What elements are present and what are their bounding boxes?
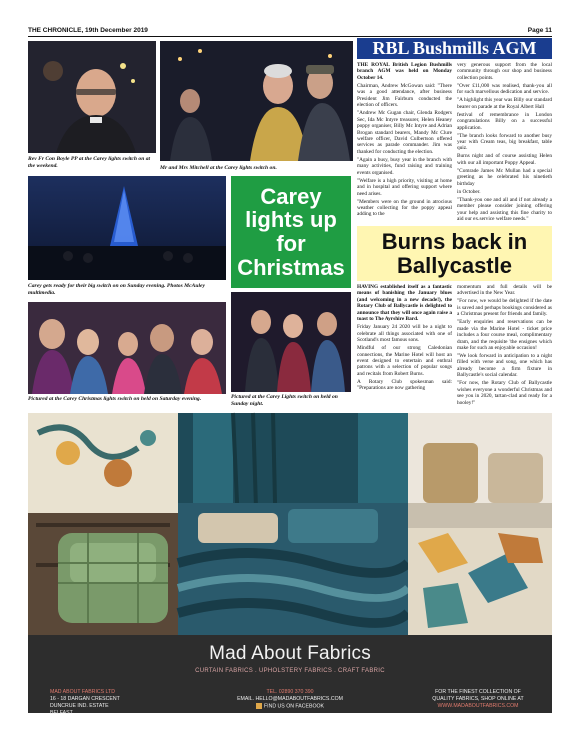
- page-header: [28, 25, 552, 37]
- rbl-paragraph: "The branch looks forward to another busy year with Cream teas, big breakfast, table quiz.: [457, 132, 552, 152]
- burns-column-1: [357, 284, 452, 409]
- carey-headline-line: Christmas: [237, 254, 345, 280]
- advert-footer-band: [28, 635, 552, 717]
- carey-headline-line: for: [276, 231, 306, 256]
- rbl-column-1: [357, 62, 452, 222]
- rbl-paragraph: "Thank-you one and all and if not already a member please consider joining offering your help and assisting this fine charity to aid our ex.service welfare needs.": [457, 196, 552, 222]
- caption-boyle: Rev Fr Con Boyle PP at the Carey lights switch on at the weekend.: [28, 156, 151, 169]
- advert-logo: Mad About Fabrics: [209, 643, 371, 664]
- rbl-paragraph: festival of remembrance in London congratulations Billy on a successful application.: [457, 111, 552, 131]
- burns-paragraph: "For now, the Rotary Club of Ballycastle wishes everyone a wonderful Christmas and see you in 2020, tartan-clad and ready for a hooley!": [457, 380, 552, 406]
- photo-sunday: [231, 292, 351, 392]
- advert-promo: [408, 689, 548, 710]
- rbl-paragraph: "Welfare is a high priority, visiting at home and in hospital and offering support where need arises.: [357, 177, 452, 197]
- advert-address-line: 16 - 18 DARGAN CRESCENT: [50, 696, 120, 703]
- photo-boyle-art: [28, 41, 156, 153]
- rbl-paragraph: "Andrew Mc Gugan chair, Glenda Rodgers Sec, Ida Mc Intyre treasurer, Helen Heaney poppy organiser, Billy Mc Intyre and Adrian Brogan standard bearers, Mandy Mc Clure welfare officer, David Culbertson offered services as parade commander. Jim was thanked for conducting the election.: [357, 110, 452, 155]
- advert-website[interactable]: WWW.MADABOUTFABRICS.COM: [437, 703, 519, 710]
- burns-paragraph: "We look forward in anticipation to a night filled with verse and song, one which has already become a firm fixture in Ballycastle's social calendar.: [457, 353, 552, 379]
- rbl-paragraph: very generous support from the local community through our shop and business collection points.: [457, 62, 552, 81]
- advert-phone: TEL. 02890 370 390: [266, 689, 314, 695]
- advert-address-line: DUNCRUE IND. ESTATE: [50, 703, 109, 710]
- photo-carey-ready-art: [28, 176, 226, 280]
- caption-mitchell: Mr and Mrs Mitchell at the Carey lights switch on.: [160, 165, 277, 171]
- photo-mitchell: [160, 41, 353, 161]
- rbl-paragraph: "Members were on the ground in atrocious weather collecting for the poppy appeal adding to the: [357, 198, 452, 218]
- photo-carey-ready: [28, 176, 226, 280]
- fabrics-advert: [28, 413, 552, 717]
- rbl-paragraph: "Again a busy, busy year in the branch with many activities, fund raising and training events organised.: [357, 156, 452, 176]
- burns-paragraph: "Early enquiries and reservations can be made via the Marine Hotel - ticket price includes a four course meal, complimentary dram, and the requisite 'the ensignes which make for such an enjoyable occasion!: [457, 319, 552, 352]
- photo-mitchell-art: [160, 41, 353, 161]
- carey-headline-line: Carey: [260, 183, 322, 209]
- advert-promo-line: FOR THE FINEST COLLECTION OF: [435, 689, 521, 695]
- burns-column-2: [457, 284, 552, 409]
- burns-paragraph: "For now, we would be delighted if the date is saved and perhaps bookings considered as a Christmas present for friends and family.: [457, 298, 552, 318]
- rbl-paragraph: THE ROYAL British Legion Bushmills branch AGM was held on Monday October 14.: [357, 62, 452, 81]
- rbl-paragraph: "Over £11,000 was realised, thank-you all for such marvellous dedication and service.: [457, 82, 552, 96]
- burns-paragraph: Mindful of our strong Caledonian connections, the Marine Hotel will host an event designed to entertain and enthral patrons with a selection of popular songs and recitals from Robert Burns.: [357, 345, 452, 377]
- photo-saturday-art: [28, 302, 226, 394]
- page-number: Page 11: [527, 27, 552, 34]
- caption-saturday: Pictured at the Carey Christmas lights switch on held on Saturday evening.: [28, 396, 202, 402]
- rbl-headline: RBL Bushmills AGM: [357, 38, 552, 59]
- publication-date: THE CHRONICLE, 19th December 2019: [28, 27, 148, 34]
- rbl-paragraph: Chairman, Andrew McGowan said: "There was a good attendance, after business President Jim Fairburn conducted the election of officers.: [357, 82, 452, 109]
- rbl-paragraph: "A highlight this year was Billy our standard bearer on parade at the Royal Albert Hall: [457, 97, 552, 110]
- advert-address-line: BELFAST: [50, 710, 73, 717]
- advert-tagline: CURTAIN FABRICS . UPHOLSTERY FABRICS . CRAFT FABRIC: [195, 668, 385, 674]
- advert-promo-line: QUALITY FABRICS, SHOP ONLINE AT: [432, 696, 524, 703]
- advert-email[interactable]: EMAIL. HELLO@MADABOUTFABRICS.COM: [237, 696, 343, 703]
- advert-fabric-collage: [28, 413, 552, 635]
- advert-contact: [228, 689, 352, 710]
- burns-paragraph: Friday January 24 2020 will be a night to celebrate all things associated with one of Scotland's most famous sons.: [357, 324, 452, 344]
- burns-headline: [357, 226, 552, 281]
- advert-address: [50, 689, 120, 717]
- rbl-paragraph: Burns night and of course assisting Helen with our all important Poppy Appeal.: [457, 153, 552, 166]
- photo-saturday: [28, 302, 226, 394]
- burns-headline-line: Burns back in: [381, 228, 528, 254]
- photo-boyle: [28, 41, 156, 153]
- rbl-column-2: [457, 62, 552, 222]
- caption-sunday: Pictured at the Carey Lights switch on held on Sunday night.: [231, 394, 338, 407]
- burns-paragraph: momentum and full details will be advertised in the New Year.: [457, 284, 552, 297]
- burns-paragraph: A Rotary Club spokesman said: "Preparations are now gathering: [357, 378, 452, 392]
- carey-headline: [231, 176, 351, 288]
- advert-company: MAD ABOUT FABRICS LTD: [50, 689, 115, 695]
- carey-headline-line: lights up: [245, 207, 337, 233]
- rbl-paragraph: "Comrade James Mc Mullan had a special greeting as he celebrated his ninetieth birthday: [457, 167, 552, 187]
- burns-headline-line: Ballycastle: [397, 252, 512, 278]
- rbl-paragraph: in October.: [457, 188, 481, 195]
- photo-sunday-art: [231, 292, 351, 392]
- caption-carey-ready: Carey gets ready for their big switch on on Sunday evening. Photos McAuley multimedia.: [28, 283, 205, 296]
- advert-facebook[interactable]: FIND US ON FACEBOOK: [228, 703, 352, 710]
- burns-paragraph: HAVING established itself as a fantastic means of banishing the January blues (and welcoming in a new decade!), the Rotary Club of Ballycastle is delighted to announce that they will once again raise a toast to The Ayrshire Bard.: [357, 284, 452, 323]
- facebook-icon: [256, 703, 262, 709]
